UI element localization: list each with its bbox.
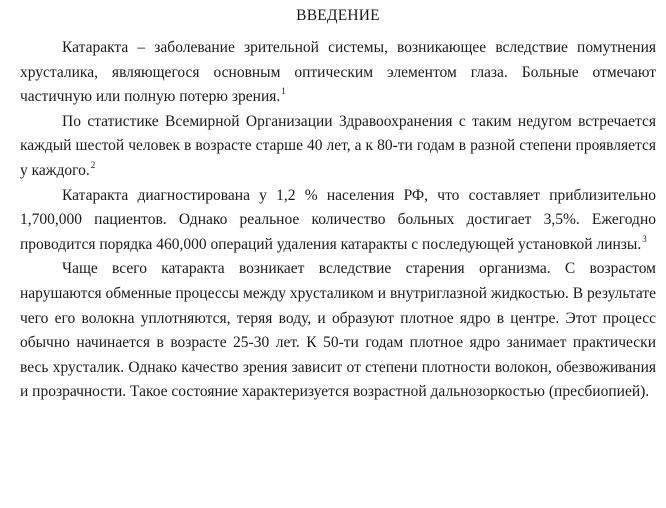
footnote-marker: 2 [90, 159, 96, 170]
document-page [20, 0, 656, 405]
paragraph-text: Катаракта диагностирована у 1,2 % населения РФ, что составляет приблизительно 1,700,000 пациентов. Однако реальное количество больных достигает 3,5%. Ежегодно проводится порядка 460,000 операций удаления катаракты с последующей установкой линзы. [20, 186, 656, 253]
paragraph-4 [20, 257, 656, 405]
paragraph-1 [20, 36, 656, 110]
paragraph-text: Катаракта – заболевание зрительной системы, возникающее вследствие помутнения хрусталика, являющегося основным оптическим элементом глаза. Больные отмечают частичную или полную потерю зрения. [20, 39, 656, 106]
paragraph-text: По статистике Всемирной Организации Здравоохранения с таким недугом встречается каждый шестой человек в возрасте старше 40 лет, а к 80-ти годам в разной степени проявляется у каждого. [20, 112, 656, 179]
paragraph-2 [20, 110, 656, 184]
footnote-marker: 3 [642, 233, 647, 244]
paragraph-3 [20, 184, 656, 258]
paragraph-text: Чаще всего катаракта возникает вследствие старения организма. С возрастом нарушаются обменные процессы между хрусталиком и внутриглазной жидкостью. В результате чего его волокна уплотняются, теряя воду, и образуют плотное ядро в центре. Этот процесс обычно начинается в возрасте 25-30 лет. К 50-ти годам плотное ядро занимает практически весь хрусталик. Однако качество зрения зависит от степени плотности волокон, обезвоживания и прозрачности. Такое состояние характеризуется возрастной дальнозоркостью (пресбиопией). [20, 260, 656, 401]
page-title: ВВЕДЕНИЕ [296, 7, 380, 24]
footnote-marker: 1 [281, 86, 286, 97]
